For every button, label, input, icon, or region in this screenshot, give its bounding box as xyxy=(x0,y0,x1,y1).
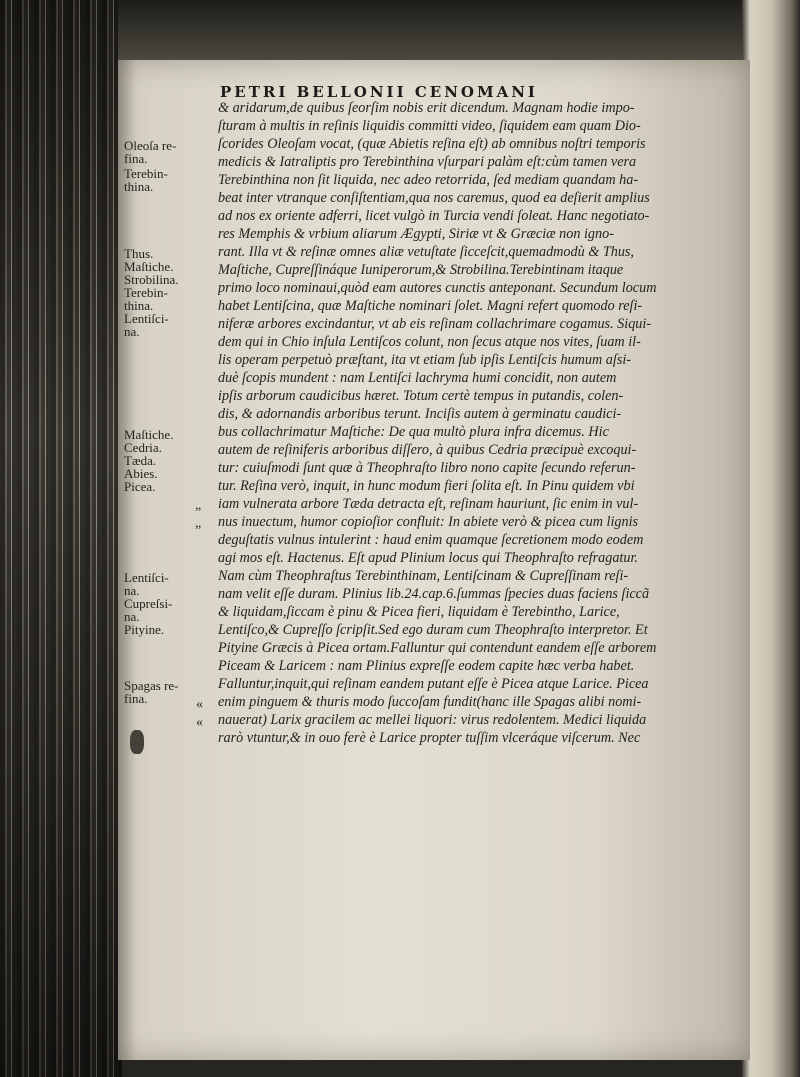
text-line: dis, & adornandis arboribus terunt. Inciſis autem à germinatu caudici- xyxy=(218,406,622,422)
text-line: Lentiſco,& Cupreſſo ſcripſit.Sed ego duram cum Theophraſto interpretor. Et xyxy=(218,622,648,638)
text-line: ſcorides Oleoſam vocat, (quæ Abietis reſina eſt) ab omnibus noſtri temporis xyxy=(218,136,646,152)
margin-note: Terebin- thina. Lentiſci- na. xyxy=(124,285,169,339)
margin-note: Maſtiche. Cedria. Tæda. Abies. Picea. xyxy=(124,427,174,494)
text-line: Terebinthina non ſit liquida, nec adeo retorrida, ſed mediam quandam ha- xyxy=(218,172,639,188)
text-line: deguſtatis vulnus intulerint : haud enim quamque ſecretionem modo eodem xyxy=(218,532,644,548)
text-line: rarò vtuntur,& in ouo ferè è Larice propter tuſſim vlceráque viſcerum. Nec xyxy=(218,730,641,746)
margin-note: Terebin- thina. xyxy=(124,166,168,194)
text-line: tur. Reſina verò, inquit, in hunc modum fieri ſolita eſt. In Pinu quidem vbi xyxy=(218,478,635,494)
quote-mark: „ xyxy=(195,498,202,513)
text-line: iam vulnerata arbore Tæda detracta eſt, reſinam hauriunt, ſic enim in vul- xyxy=(218,496,639,512)
text-line: ad nos ex oriente adferri, licet vulgò in Turcia vendi ſoleat. Hanc negotiato- xyxy=(218,208,650,224)
margin-note: Thus. Maſtiche. Strobilina. xyxy=(124,246,179,287)
text-line: dem qui in Chio inſula Lentiſcos colunt, non ſecus atque nos vites, ſuam il- xyxy=(218,334,641,350)
quote-mark: „ xyxy=(195,516,202,531)
text-line: niferæ arbores excindantur, vt ab eis reſinam collachrimare cogamus. Siqui- xyxy=(218,316,652,332)
text-line: nus inuectum, humor copioſior confluit: In abiete verò & picea cum lignis xyxy=(218,514,639,530)
margin-note: Spagas re- fina. xyxy=(124,678,179,706)
text-line: primo loco nominaui,quòd eam autores cunctis anteponant. Secundum locum xyxy=(218,280,657,296)
text-line: Pityine Græcis à Picea ortam.Falluntur qui contendunt eandem eſſe arborem xyxy=(218,640,657,656)
book-page-edges-right xyxy=(742,0,800,1077)
text-line: Piceam & Laricem : nam Plinius expreſſe eodem capite hæc verba habet. xyxy=(218,658,635,674)
text-line: duè ſcopis mundent : nam Lentiſci lachryma humi concidit, non autem xyxy=(218,370,617,386)
margin-note: Lentiſci- na. Cupreſsi- na. Pityine. xyxy=(124,570,173,637)
text-line: enim pinguem & thuris modo ſuccoſam fundit(hanc ille Spagas alibi nomi- xyxy=(218,694,642,710)
text-line: medicis & Iatraliptis pro Terebinthina vſurpari palàm eſt:cùm tamen vera xyxy=(218,154,637,170)
text-line: habet Lentiſcina, quæ Maſtiche nominari ſolet. Magni refert quomodo reſi- xyxy=(218,298,643,314)
text-line: agi mos eſt. Hactenus. Eſt apud Plinium locus qui Theophraſto refragatur. xyxy=(218,550,638,566)
quote-mark: « xyxy=(196,697,203,712)
text-line: Nam cùm Theophraſtus Terebinthinam, Lentiſcinam & Cupreſſinam reſi- xyxy=(218,568,629,584)
text-line: nam velit eſſe duram. Plinius lib.24.cap.6.ſummas ſpecies duas faciens ſiccã xyxy=(218,586,650,602)
text-line: lis operam perpetuò præſtant, ita vt etiam ſub ipſis Lentiſcis humum aſsi- xyxy=(218,352,632,368)
text-line: & liquidam,ſiccam è pinu & Picea fieri, liquidam è Terebintho, Larice, xyxy=(218,604,620,620)
text-line: ipſis arborum caudicibus hæret. Totum certè tempus in putandis, colen- xyxy=(218,388,624,404)
text-line: bus collachrimatur Maſtiche: De qua multò plura infra dicemus. Hic xyxy=(218,424,609,440)
running-title: PETRI BELLONII CENOMANI xyxy=(220,83,538,101)
text-line: rant. Illa vt & reſinæ omnes aliæ vetuſtate ſicceſcit,quemadmodù & Thus, xyxy=(218,244,634,260)
text-line: & aridarum,de quibus ſeorſim nobis erit dicendum. Magnam hodie impo- xyxy=(218,100,635,116)
ink-blot xyxy=(130,730,144,754)
margin-note: Oleoſa re- fina. xyxy=(124,138,177,166)
text-line: Maſtiche, Cupreſſináque Iuniperorum,& Strobilina.Terebintinam itaque xyxy=(218,262,624,278)
text-line: autem de reſiniferis arboribus diſſero, à quibus Cedria præcipuè excoqui- xyxy=(218,442,637,458)
page-top-shadow xyxy=(118,0,750,62)
text-line: ſturam à multis in reſinis liquidis committi video, ſiquidem eam quam Dio- xyxy=(218,118,641,134)
quote-mark: « xyxy=(196,715,203,730)
text-line: beat inter vtranque conſiſtentiam,qua nos caremus, quod ea deſierit amplius xyxy=(218,190,650,206)
text-line: res Memphis & vrbium aliarum Ægypti, Siriæ vt & Græciæ non igno- xyxy=(218,226,614,242)
text-line: Falluntur,inquit,qui reſinam eandem putant eſſe è Picea atque Larice. Picea xyxy=(218,676,649,692)
text-line: tur: cuiuſmodi ſunt quæ à Theophraſto libro nono capite ſecundo referun- xyxy=(218,460,636,476)
text-line: nauerat) Larix gracilem ac mellei liquori: virus redolentem. Medici liquida xyxy=(218,712,647,728)
book-page-edges-left xyxy=(0,0,122,1077)
